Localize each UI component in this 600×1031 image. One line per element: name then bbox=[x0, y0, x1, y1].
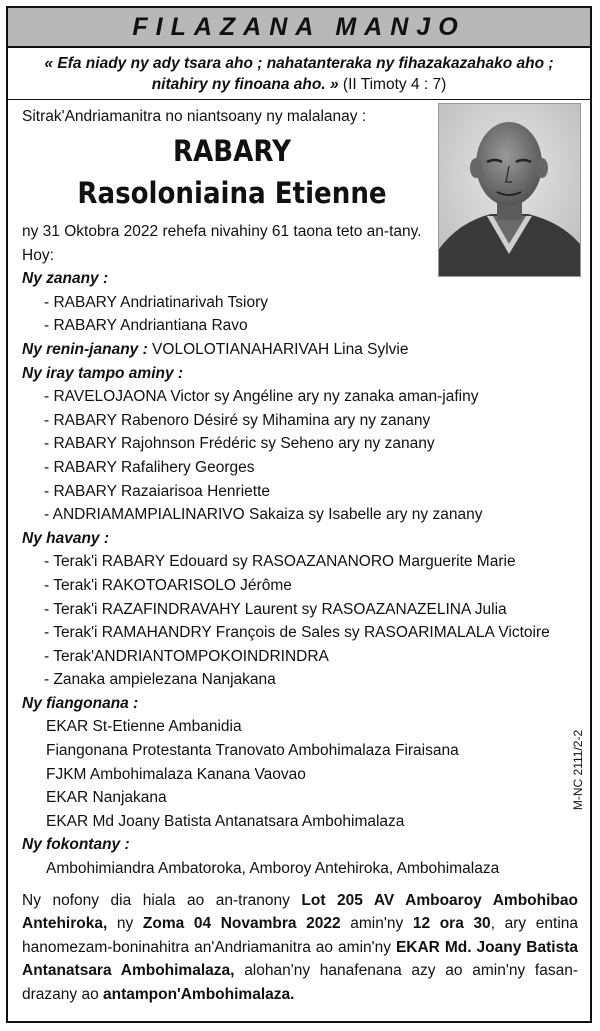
list-item: FJKM Ambohimalaza Kanana Vaovao bbox=[46, 765, 306, 783]
funeral-details-paragraph bbox=[8, 881, 590, 1007]
portrait-photo bbox=[438, 103, 581, 277]
intro-line: Sitrak'Andriamanitra no niantsoany ny malalanay : bbox=[22, 108, 367, 125]
list-item: - RABARY Rabenoro Désiré sy Mihamina ary ny zanany bbox=[44, 411, 431, 429]
havany-heading: Ny havany : bbox=[22, 529, 110, 547]
quote-text: « Efa niady ny ady tsara aho ; nahatanteraka ny fihazakazahako aho ; nitahiry ny finoana aho. » bbox=[44, 55, 554, 93]
final-bold: 12 ora 30 bbox=[412, 915, 491, 933]
header-title: FILAZANA MANJO bbox=[8, 8, 590, 48]
list-item: - RAVELOJAONA Victor sy Angéline ary ny zanaka aman-jafiny bbox=[44, 388, 479, 406]
list-item: - Terak'ANDRIANTOMPOKOINDRINDRA bbox=[44, 647, 329, 665]
iray-tampo-heading: Ny iray tampo aminy : bbox=[22, 364, 184, 382]
final-bold: Zoma 04 Novambra 2022 bbox=[142, 915, 341, 933]
zanany-heading: Ny zanany : bbox=[22, 270, 109, 288]
death-date-line: ny 31 Oktobra 2022 rehefa nivahiny 61 taona teto an-tany. bbox=[22, 223, 422, 240]
final-text: Ny nofony dia hiala ao an-tranony bbox=[22, 891, 302, 909]
list-item: - Zanaka ampielezana Nanjakana bbox=[44, 671, 276, 689]
side-reference bbox=[568, 708, 586, 838]
renin-janany-line bbox=[22, 338, 590, 362]
fokontany-heading: Ny fokontany : bbox=[22, 836, 130, 854]
renin-janany-value: VOLOLOTIANAHARIVAH Lina Sylvie bbox=[147, 340, 409, 358]
portrait-image bbox=[439, 104, 580, 276]
list-item: - RABARY Rafalihery Georges bbox=[44, 458, 255, 476]
hoy-label: Hoy: bbox=[22, 246, 54, 264]
final-text: , ary entina hanomezam-boninahitra an'Andriamanitra ao amin'ny bbox=[22, 915, 579, 956]
fiangonana-heading: Ny fiangonana : bbox=[22, 694, 139, 712]
list-item: - Terak'i RAZAFINDRAVAHY Laurent sy RASOAZANAZELINA Julia bbox=[44, 600, 507, 618]
list-item: - RABARY Razaiarisoa Henriette bbox=[44, 482, 270, 500]
final-bold: EKAR Md. Joany Batista Antanatsara Ambohimalaza, bbox=[22, 938, 578, 980]
deceased-surname: RABARY bbox=[173, 134, 291, 168]
final-bold: antampon'Ambohimalaza. bbox=[103, 985, 295, 1003]
list-item: EKAR Nanjakana bbox=[46, 789, 167, 807]
list-item: EKAR Md Joany Batista Antanatsara Ambohimalaza bbox=[46, 812, 405, 830]
final-text: ny bbox=[107, 915, 143, 933]
list-item: - RABARY Rajohnson Frédéric sy Seheno ary ny zanany bbox=[44, 435, 435, 453]
bible-quote bbox=[8, 48, 590, 100]
list-item: - Terak'i RAKOTOARISOLO Jérôme bbox=[44, 576, 292, 594]
list-item: - Terak'i RAMAHANDRY François de Sales sy RASOARIMALALA Victoire bbox=[44, 624, 550, 642]
deceased-given-name: Rasoloniaina Etienne bbox=[77, 176, 387, 210]
list-item: - Terak'i RABARY Edouard sy RASOAZANANORO Marguerite Marie bbox=[44, 553, 516, 571]
renin-janany-heading: Ny renin-janany : bbox=[22, 340, 148, 358]
list-item: - RABARY Andriatinarivah Tsiory bbox=[44, 293, 268, 311]
final-bold: Lot 205 AV Amboaroy Ambohibao Antehiroka, bbox=[22, 891, 578, 933]
list-item: EKAR St-Etienne Ambanidia bbox=[46, 718, 242, 736]
list-item: Ambohimiandra Ambatoroka, Amboroy Antehiroka, Ambohimalaza bbox=[46, 860, 500, 878]
final-text: amin'ny bbox=[340, 915, 413, 933]
list-item: - RABARY Andriantiana Ravo bbox=[44, 317, 248, 335]
list-item: - ANDRIAMAMPIALINARIVO Sakaiza sy Isabelle ary ny zanany bbox=[44, 506, 483, 524]
side-reference-text: M-NC 2111/2-2 bbox=[571, 729, 585, 811]
final-text: alohan'ny hanafenana azy ao amin'ny fasan-drazany ao bbox=[22, 962, 579, 1003]
quote-reference: (II Timoty 4 : 7) bbox=[338, 76, 447, 93]
list-item: Fiangonana Protestanta Tranovato Ambohimalaza Firaisana bbox=[46, 742, 459, 760]
